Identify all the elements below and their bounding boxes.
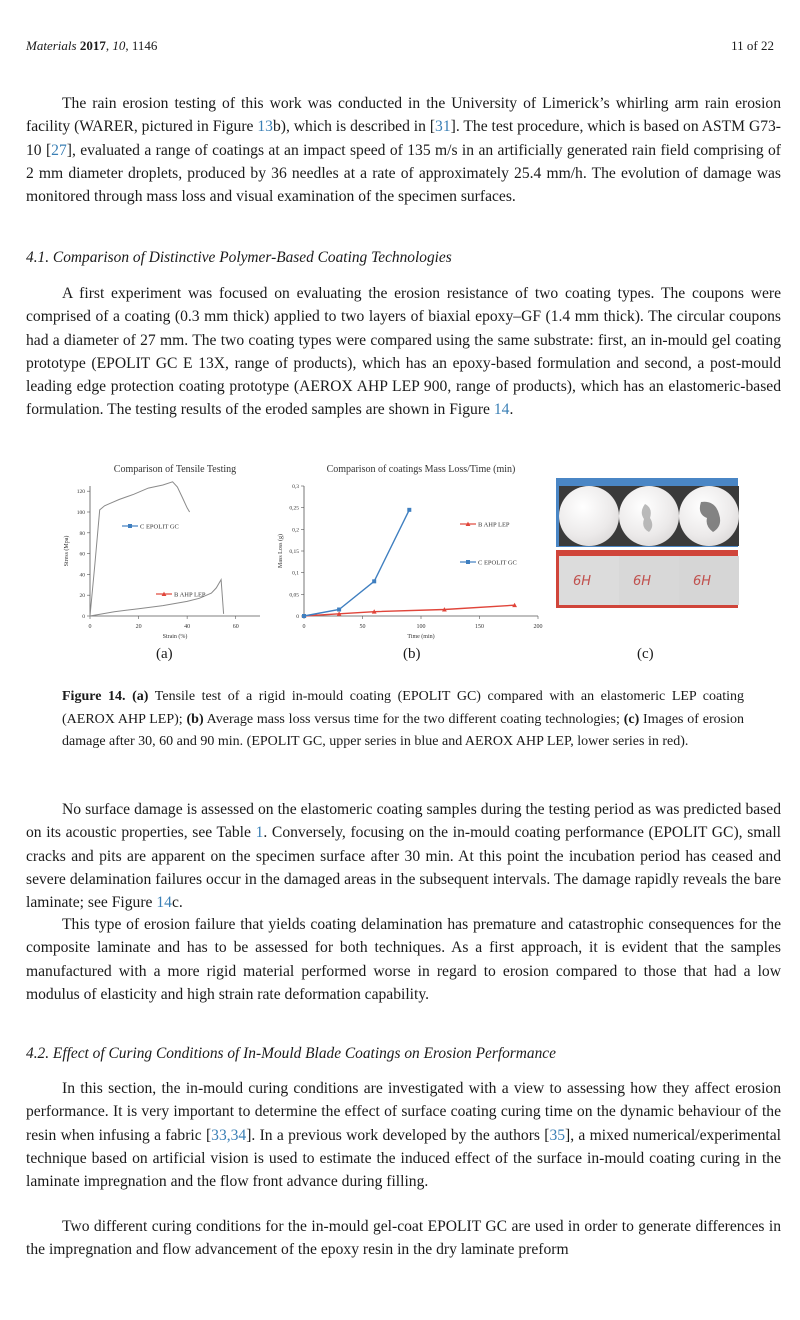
x-tick-label: 200 [533, 624, 543, 630]
journal-citation: Materials 2017, 10, 1146 [26, 38, 158, 53]
y-axis-label: Stress (Mpa) [64, 535, 70, 567]
tensile-chart [60, 458, 280, 640]
figure-link[interactable]: 14 [156, 894, 172, 912]
text-run: . [509, 401, 514, 419]
y-tick-label: 0,25 [289, 505, 299, 512]
text-run: The rain erosion testing of this work was conducted in the University of Limerick’s whirling arm rain erosion facility (WARER, pictured in Figure [26, 95, 781, 136]
x-tick-label: 60 [232, 624, 239, 630]
photo-cell [619, 486, 679, 546]
chart-title: Comparison of Tensile Testing [113, 464, 237, 475]
photo-cell [619, 556, 679, 605]
legend-marker [466, 560, 470, 564]
journal-name: Materials [26, 38, 77, 53]
journal-year: 2017 [79, 38, 106, 53]
photo-cell [559, 556, 619, 605]
caption-text: Average mass loss versus time for the two different coating technologies; [203, 711, 624, 727]
caption-text: Tensile test of a rigid in-mould coating (EPOLIT GC) compared with an elastomeric LEP coating (AEROX AHP LEP); [62, 689, 744, 727]
y-tick-label: 0,3 [292, 484, 299, 490]
legend-label: B AHP LEP [174, 591, 206, 599]
legend-label: C EPOLIT GC [140, 523, 179, 531]
caption-text: Images of erosion damage after 30, 60 and 90 min. (EPOLIT GC, upper series in blue and AEROX AHP LEP, lower series in red). [62, 711, 744, 749]
article-number: 1146 [131, 38, 158, 53]
text-run: ], evaluated a range of coatings at an impact speed of 135 m/s in an artificially generated rain field comprising of 2 mm diameter droplets, produced by 36 needles at a rate of approximately 25.4 mm/h. The evolution of damage was monitored through mass loss and visual examination of the specimen surfaces. [26, 141, 781, 206]
coupon-image [559, 486, 619, 546]
caption-part-label: (b) [186, 711, 204, 727]
series-line [304, 510, 409, 616]
section-heading-4-1: 4.1. Comparison of Distinctive Polymer-Based Coating Technologies [26, 249, 452, 266]
subfigure-label-c: (c) [637, 646, 654, 662]
reference-link[interactable]: 27 [51, 141, 67, 159]
photo-marker: 6H [693, 574, 712, 589]
text-run: ]. In a previous work developed by the authors [ [246, 1126, 550, 1144]
chart-title: Comparison of coatings Mass Loss/Time (min) [326, 464, 516, 475]
text-run: . Conversely, focusing on the in-mould coating performance (EPOLIT GC), small cracks and pits are apparent on the specimen surface after 30 min. At this point the incubation period has ceased and severe delamination failures occur in the damaged areas in the subsequent intervals. The damage rapidly reveals the bare laminate; see Figure [26, 824, 781, 912]
y-tick-label: 0,2 [292, 527, 299, 534]
journal-volume: 10 [112, 38, 126, 53]
photo-cell [679, 486, 739, 546]
epolit-photo-series [556, 478, 738, 547]
subfigure-label-b: (b) [403, 646, 421, 662]
y-tick-label: 20 [79, 593, 85, 600]
text-run: ], a mixed numerical/experimental technique based on artificial vision is used to estimate the induced effect of the surface in-mould coating curing in the laminate impregnation and the flow front advance during filling. [26, 1126, 781, 1191]
paragraph-first-experiment [26, 282, 781, 422]
y-tick-label: 0,15 [289, 549, 299, 555]
caption-part-label: (c) [623, 711, 640, 727]
x-tick-label: 100 [416, 624, 426, 630]
text-run: ]. The test procedure, which is based on ASTM G73-10 [ [26, 118, 781, 159]
x-tick-label: 0 [88, 624, 92, 630]
subfigure-label-a: (a) [156, 646, 173, 662]
figure-14 [60, 458, 760, 668]
x-tick-label: 50 [359, 624, 366, 630]
x-axis-label: Strain (%) [162, 634, 188, 640]
text-run: In this section, the in-mould curing conditions are investigated with a view to assessing how they affect erosion performance. It is very important to determine the effect of surface coating curing time on the dynamic behaviour of the resin when infusing a fabric [ [26, 1080, 781, 1144]
caption-label: Figure 14. [62, 689, 126, 704]
running-header [26, 38, 774, 58]
photo-marker: 6H [573, 574, 592, 589]
paragraph-curing-conditions [26, 1077, 781, 1193]
y-tick-label: 120 [76, 489, 85, 496]
paragraph-two-curing-conditions: Two different curing conditions for the in-mould gel-coat EPOLIT GC are used in order to generate differences in the impregnation and flow advancement of the epoxy resin in the dry laminate preform [26, 1218, 781, 1259]
damage-mark [619, 486, 679, 546]
caption-part-label: (a) [132, 689, 149, 704]
y-tick-label: 60 [79, 551, 85, 558]
x-tick-label: 150 [475, 624, 484, 630]
figure-14-caption [62, 686, 744, 754]
y-tick-label: 0,1 [292, 570, 299, 577]
paragraph-surface-damage [26, 798, 781, 914]
legend-label: C EPOLIT GC [478, 559, 517, 567]
y-tick-label: 40 [79, 572, 85, 579]
paragraph-rain-erosion-testing [26, 92, 781, 208]
paragraph-erosion-failure: This type of erosion failure that yields coating delamination has premature and catastrophic consequences for the composite laminate and has to be assessed for both techniques. As a first approach, it is evident that the samples manufactured with a more rigid material performed worse in regard to erosion compared to those that had a low modulus of elasticity and high strain rate deformation capability. [26, 916, 781, 1003]
y-tick-label: 0,05 [289, 592, 299, 599]
reference-link[interactable]: 31 [435, 118, 451, 136]
text-run: c. [171, 894, 183, 912]
x-tick-label: 0 [302, 624, 306, 630]
page-number: 11 of 22 [731, 38, 774, 53]
text-run: b), which is described in [ [272, 118, 436, 136]
y-tick-label: 100 [76, 510, 85, 516]
damage-mark [679, 486, 739, 546]
photo-marker: 6H [633, 574, 652, 589]
legend-marker [128, 524, 132, 528]
section-heading-4-2: 4.2. Effect of Curing Conditions of In-Mould Blade Coatings on Erosion Performance [26, 1045, 556, 1062]
figure-link[interactable]: 13 [257, 118, 273, 136]
x-axis-label: Time (min) [407, 634, 435, 640]
reference-link[interactable]: 33,34 [211, 1126, 247, 1144]
legend-label: B AHP LEP [478, 521, 510, 529]
photo-cell [679, 556, 739, 605]
text-run: A first experiment was focused on evaluating the erosion resistance of two coating types. The coupons were comprised of a coating (0.3 mm thick) applied to two layers of biaxial epoxy–GF (1.4 mm thick). The circular coupons had a diameter of 27 mm. The two coating types were compared using the same substrate: first, an in-mould gel coating prototype (EPOLIT GC E 13X, range of products), which has an epoxy-based formulation and second, a post-mould leading edge protection coating prototype (AEROX AHP LEP 900, range of products), which has an elastomeric-based formulation. The testing results of the eroded samples are shown in Figure [26, 285, 781, 419]
y-tick-label: 0 [296, 614, 299, 620]
figure-link[interactable]: 14 [493, 401, 510, 419]
x-tick-label: 40 [184, 624, 191, 630]
y-tick-label: 80 [79, 530, 85, 537]
mass-loss-chart [270, 458, 543, 640]
data-point [372, 579, 376, 583]
photo-cell [559, 486, 619, 546]
data-point [337, 608, 341, 612]
y-axis-label: Mass Loss (g) [278, 534, 284, 568]
reference-link[interactable]: 35 [549, 1126, 566, 1144]
table-link[interactable]: 1 [255, 824, 264, 842]
ahp-lep-photo-series [556, 550, 738, 608]
text-run: No surface damage is assessed on the elastomeric coating samples during the testing period as was predicted based on its acoustic properties, see Table [26, 801, 781, 842]
data-point [407, 508, 411, 512]
data-point [302, 614, 306, 618]
y-tick-label: 0 [82, 614, 85, 620]
x-tick-label: 20 [135, 624, 142, 630]
